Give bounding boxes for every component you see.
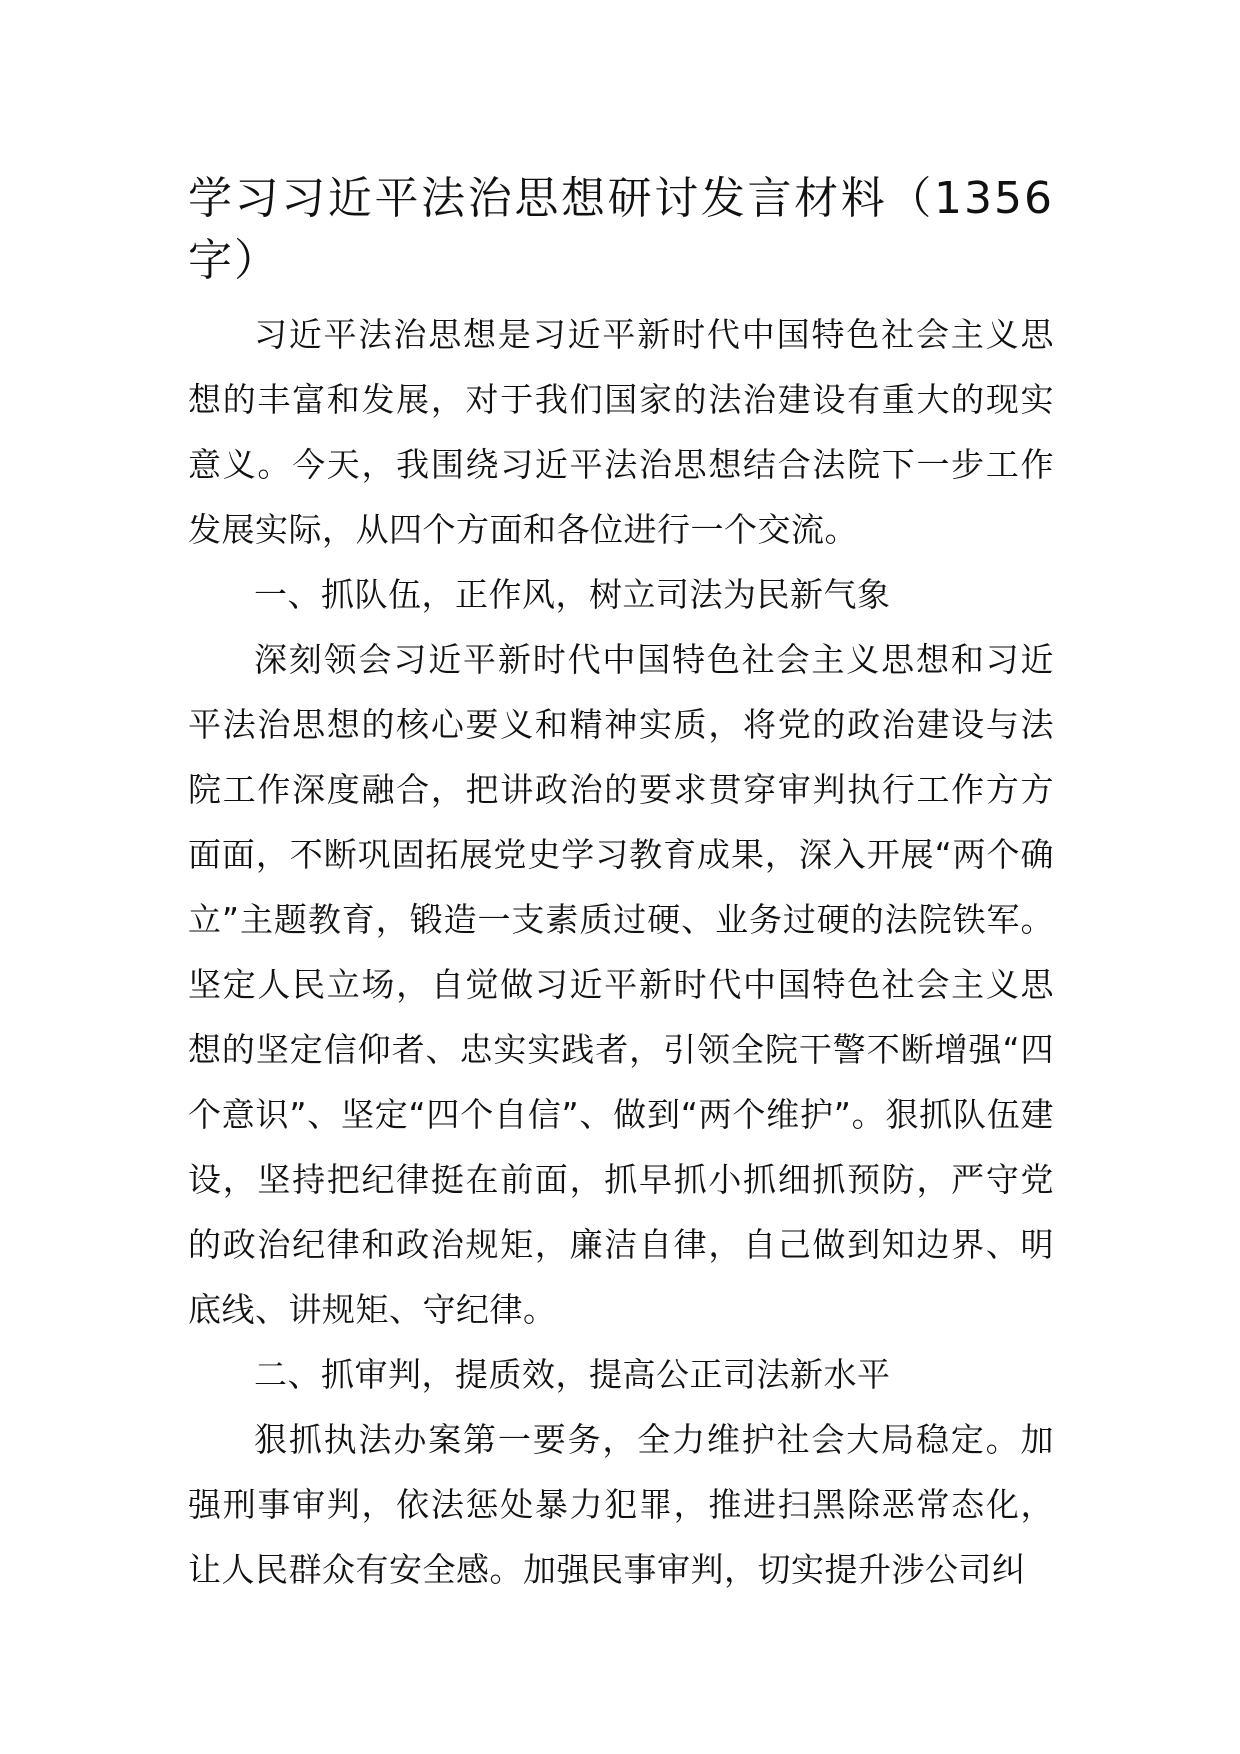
section-2-paragraph: 狠抓执法办案第一要务，全力维护社会大局稳定。加强刑事审判，依法惩处暴力犯罪，推进扫黑除恶常态化，让人民群众有安全感。加强民事审判，切实提升涉公司纠 [188,1420,1054,1589]
intro-paragraph: 习近平法治思想是习近平新时代中国特色社会主义思想的丰富和发展，对于我们国家的法治建设有重大的现实意义。今天，我围绕习近平法治思想结合法院下一步工作发展实际，从四个方面和各位进行一个交流。 [188,315,1054,549]
document-body [188,168,1054,1602]
section-heading-2: 二、抓审判，提质效，提高公正司法新水平 [254,1355,891,1394]
section-1-paragraph: 深刻领会习近平新时代中国特色社会主义思想和习近平法治思想的核心要义和精神实质，将党的政治建设与法院工作深度融合，把讲政治的要求贯穿审判执行工作方方面面，不断巩固拓展党史学习教育成果，深入开展“两个确立”主题教育，锻造一支素质过硬、业务过硬的法院铁军。坚定人民立场，自觉做习近平新时代中国特色社会主义思想的坚定信仰者、忠实实践者，引领全院干警不断增强“四个意识”、坚定“四个自信”、做到“两个维护”。狠抓队伍建设，坚持把纪律挺在前面，抓早抓小抓细抓预防，严守党的政治纪律和政治规矩，廉洁自律，自己做到知边界、明底线、讲规矩、守纪律。 [188,640,1054,1329]
document-title: 学习习近平法治思想研讨发言材料（1356字） [188,173,1054,286]
section-heading-1: 一、抓队伍，正作风，树立司法为民新气象 [254,575,891,614]
